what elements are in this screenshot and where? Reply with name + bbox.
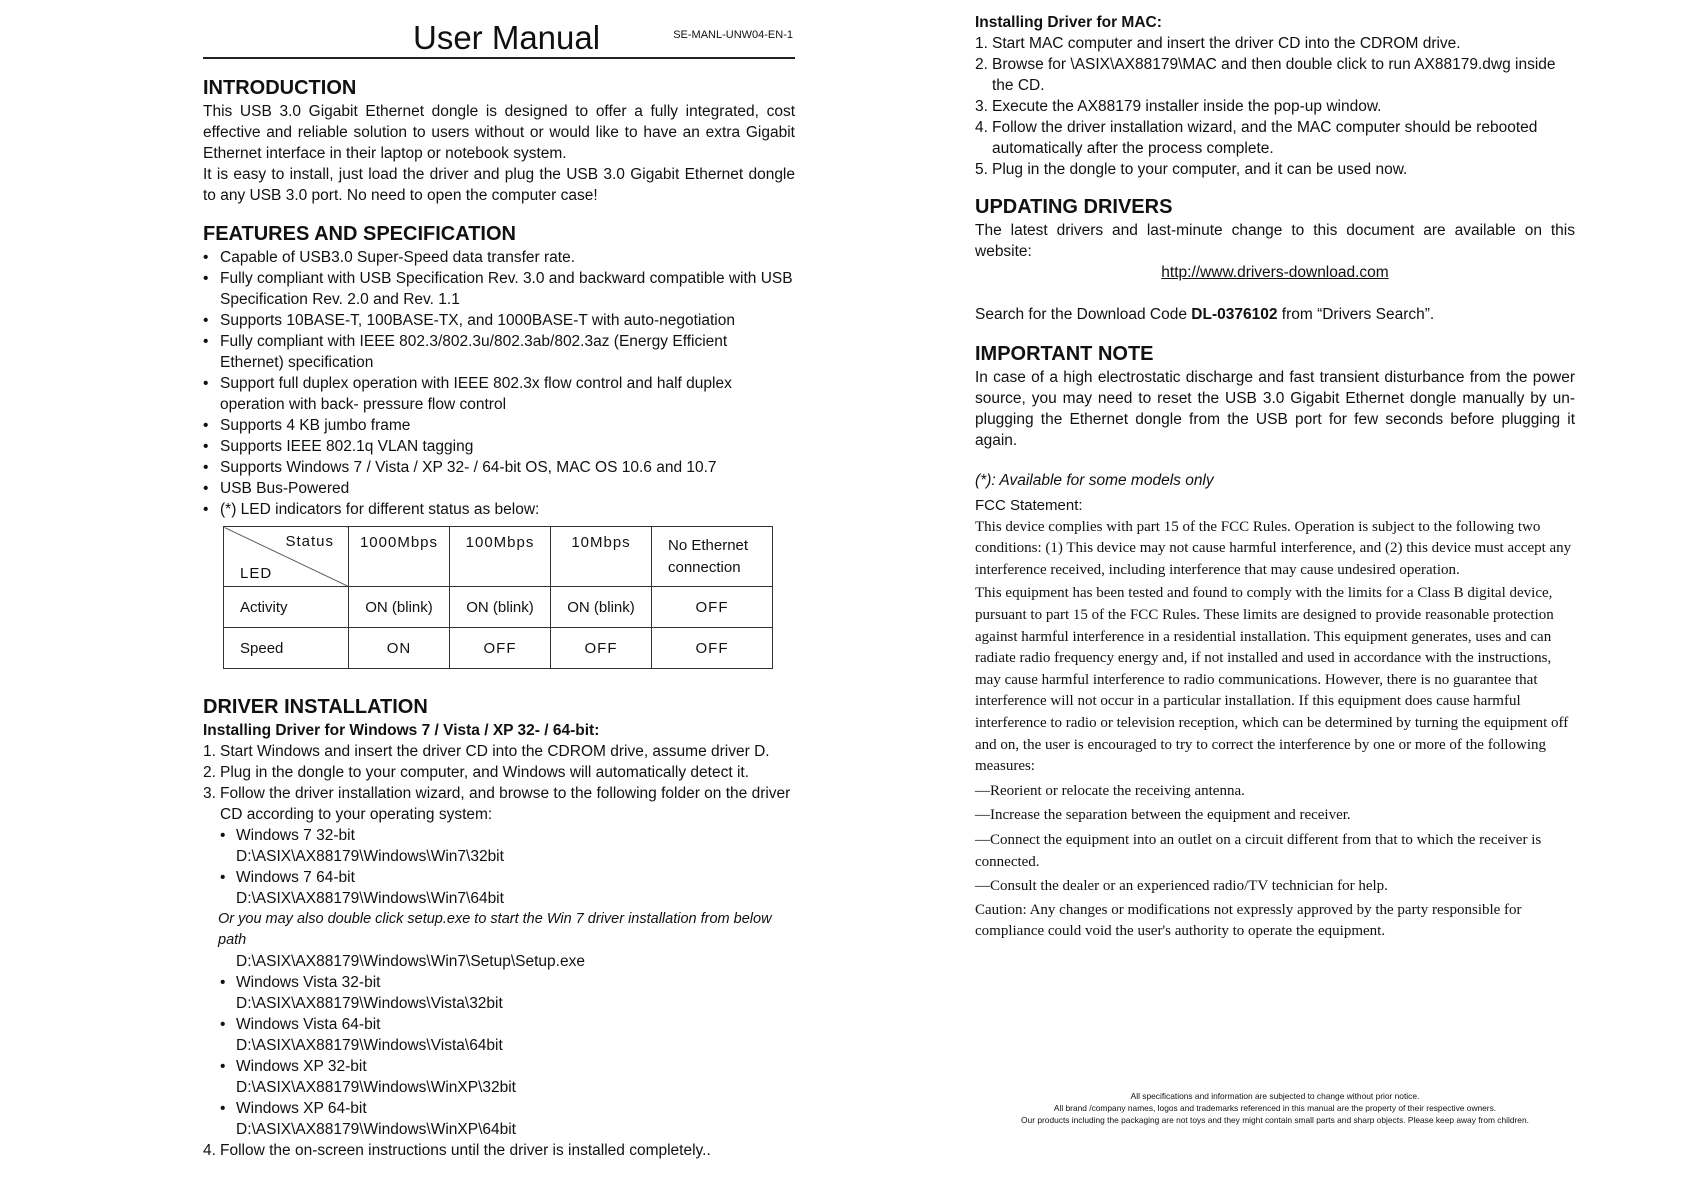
windows-install-subtitle: Installing Driver for Windows 7 / Vista / XP 32- / 64-bit:: [203, 722, 600, 739]
list-item: 4. Follow the on-screen instructions until the driver is installed completely..: [203, 1142, 711, 1159]
list-item: 3. Execute the AX88179 installer inside the pop-up window.: [975, 98, 1382, 115]
list-item: 2. Plug in the dongle to your computer, and Windows will automatically detect it.: [203, 764, 749, 781]
fcc-caution: Caution: Any changes or modifications not expressly approved by the party responsible for compliance could void the user's authority to operate the equipment.: [975, 901, 1522, 940]
important-note-text: In case of a high electrostatic discharge and fast transient disturbance from the power source, you may need to reset the USB 3.0 Gigabit Ethernet dongle manually by un-plugging the Ethernet dongle from the USB port for few seconds before plugging it again.: [975, 369, 1575, 449]
introduction-section: [203, 75, 795, 206]
features-title: FEATURES AND SPECIFICATION: [203, 223, 516, 245]
footer-line: All brand /company names, logos and trademarks referenced in this manual are the property of their respective owners.: [1053, 1103, 1497, 1113]
fcc-para1: This device complies with part 15 of the FCC Rules. Operation is subject to the following two conditions: (1) This device may not cause harmful interference, and (2) this device must accept any interference received, including interference that may cause undesired operation.: [975, 518, 1572, 578]
updating-drivers-title: UPDATING DRIVERS: [975, 196, 1173, 218]
list-item: • Fully compliant with USB Specification Rev. 3.0 and backward compatible with USB Specification Rev. 2.0 and Rev. 1.1: [203, 268, 795, 310]
list-item: • (*) LED indicators for different status as below:: [203, 499, 795, 520]
os-path-list-more: [203, 972, 795, 1140]
list-item: 2. Browse for \ASIX\AX88179\MAC and then double click to run AX88179.dwg inside the CD.: [975, 56, 1556, 94]
row-label: Activity: [224, 587, 349, 628]
mac-install-section: [975, 12, 1575, 180]
list-item: • Fully compliant with IEEE 802.3/802.3u/802.3ab/802.3az (Energy Efficient Ethernet) specification: [203, 331, 795, 373]
footer-line: All specifications and information are subjected to change without prior notice.: [1130, 1091, 1420, 1101]
table-cell: ON (blink): [450, 587, 551, 628]
table-cell: OFF: [652, 587, 773, 628]
list-item: • Supports IEEE 802.1q VLAN tagging: [203, 436, 795, 457]
important-note-title: IMPORTANT NOTE: [975, 343, 1154, 365]
list-item: • Windows 7 64-bit D:\ASIX\AX88179\Windows\Win7\64bit: [220, 867, 795, 909]
mac-steps: [975, 33, 1575, 180]
fcc-measure: —Increase the separation between the equipment and receiver.: [975, 807, 1351, 824]
list-item: 5. Plug in the dongle to your computer, and it can be used now.: [975, 161, 1408, 178]
fcc-measure: —Reorient or relocate the receiving antenna.: [975, 782, 1245, 799]
column-header: No Ethernet connection: [652, 527, 773, 587]
list-item: • Windows 7 32-bit D:\ASIX\AX88179\Windows\Win7\32bit: [220, 825, 795, 867]
list-item: • Supports 4 KB jumbo frame: [203, 415, 795, 436]
driver-path: D:\ASIX\AX88179\Windows\Win7\32bit: [236, 848, 504, 865]
table-corner-cell: [224, 527, 349, 587]
fcc-measure: —Connect the equipment into an outlet on a circuit different from that to which the receiver is connected.: [975, 831, 1542, 870]
driver-path: D:\ASIX\AX88179\Windows\WinXP\32bit: [236, 1079, 516, 1096]
updating-drivers-section: [975, 194, 1575, 325]
page-title: User Manual: [413, 19, 601, 56]
driver-path: D:\ASIX\AX88179\Windows\WinXP\64bit: [236, 1121, 516, 1138]
features-section: [203, 221, 795, 669]
important-note-section: [975, 341, 1575, 491]
column-header: 10Mbps: [551, 527, 652, 587]
driver-installation-title: DRIVER INSTALLATION: [203, 696, 428, 718]
driver-path: D:\ASIX\AX88179\Windows\Vista\64bit: [236, 1037, 503, 1054]
list-item: • Capable of USB3.0 Super-Speed data transfer rate.: [203, 247, 795, 268]
table-cell: ON (blink): [551, 587, 652, 628]
introduction-para2: It is easy to install, just load the driver and plug the USB 3.0 Gigabit Ethernet dongle to any USB 3.0 port. No need to open the computer case!: [203, 166, 795, 204]
fcc-measure: —Consult the dealer or an experienced radio/TV technician for help.: [975, 878, 1388, 895]
footer-line: Our products including the packaging are not toys and they might contain small parts and sharp objects. Please keep away from children.: [1021, 1115, 1529, 1125]
table-header-row: [224, 527, 773, 587]
list-item: • USB Bus-Powered: [203, 478, 795, 499]
list-item: 1. Start MAC computer and insert the driver CD into the CDROM drive.: [975, 35, 1461, 52]
table-row: [224, 587, 773, 628]
list-item: • Windows XP 64-bit D:\ASIX\AX88179\Windows\WinXP\64bit: [220, 1098, 795, 1140]
table-cell: ON (blink): [349, 587, 450, 628]
download-code: DL-0376102: [1191, 306, 1278, 323]
setup-path: D:\ASIX\AX88179\Windows\Win7\Setup\Setup.exe: [236, 953, 585, 970]
list-item: • Supports 10BASE-T, 100BASE-TX, and 1000BASE-T with auto-negotiation: [203, 310, 795, 331]
list-item: • Supports Windows 7 / Vista / XP 32- / 64-bit OS, MAC OS 10.6 and 10.7: [203, 457, 795, 478]
list-item: 4. Follow the driver installation wizard, and the MAC computer should be rebooted automatically after the process complete.: [975, 119, 1538, 157]
os-path-list: [203, 825, 795, 909]
table-cell: OFF: [551, 628, 652, 669]
row-label: Speed: [224, 628, 349, 669]
column-header: 1000Mbps: [349, 527, 450, 587]
column-header: 100Mbps: [450, 527, 551, 587]
corner-status-label: Status: [285, 533, 334, 550]
led-status-table: [223, 526, 773, 669]
manual-header: [203, 0, 795, 59]
list-item: • Support full duplex operation with IEEE 802.3x flow control and half duplex operation with back- pressure flow control: [203, 373, 795, 415]
list-item: • Windows XP 32-bit D:\ASIX\AX88179\Windows\WinXP\32bit: [220, 1056, 795, 1098]
table-cell: OFF: [450, 628, 551, 669]
corner-led-label: LED: [240, 565, 273, 582]
fcc-title: FCC Statement:: [975, 497, 1083, 514]
table-row: [224, 628, 773, 669]
features-list: [203, 247, 795, 520]
fcc-statement-section: [975, 495, 1575, 943]
mac-install-subtitle: Installing Driver for MAC:: [975, 14, 1162, 31]
list-item: 1. Start Windows and insert the driver CD into the CDROM drive, assume driver D.: [203, 743, 770, 760]
windows-steps-final: [203, 1140, 795, 1161]
table-cell: OFF: [652, 628, 773, 669]
left-column: [203, 0, 795, 1161]
models-note: (*): Available for some models only: [975, 472, 1214, 489]
driver-path: D:\ASIX\AX88179\Windows\Vista\32bit: [236, 995, 503, 1012]
legal-footer: [975, 1090, 1575, 1126]
windows-steps: [203, 741, 795, 825]
list-item: • Windows Vista 32-bit D:\ASIX\AX88179\Windows\Vista\32bit: [220, 972, 795, 1014]
table-cell: ON: [349, 628, 450, 669]
download-link[interactable]: http://www.drivers-download.com: [1161, 264, 1389, 281]
download-code-line: Search for the Download Code DL-0376102 from “Drivers Search”.: [975, 306, 1435, 323]
right-column: [975, 0, 1575, 943]
list-item: • Windows Vista 64-bit D:\ASIX\AX88179\Windows\Vista\64bit: [220, 1014, 795, 1056]
list-item: 3. Follow the driver installation wizard, and browse to the following folder on the driver CD according to your operating system:: [203, 785, 791, 823]
fcc-para2: This equipment has been tested and found to comply with the limits for a Class B digital device, pursuant to part 15 of the FCC Rules. These limits are designed to provide reasonable protection against harmful interference in a residential installation. This equipment generates, uses and can radiate radio frequency energy and, if not installed and used in accordance with the instructions, may cause harmful interference to radio communications. However, there is no guarantee that interference will not occur in a particular installation. If this equipment does cause harmful interference to radio or television reception, which can be determined by turning the equipment off and on, the user is encouraged to try to correct the interference by one or more of the following measures:: [975, 585, 1569, 775]
introduction-title: INTRODUCTION: [203, 77, 357, 99]
setup-note: Or you may also double click setup.exe to start the Win 7 driver installation from below path: [218, 911, 772, 948]
introduction-para1: This USB 3.0 Gigabit Ethernet dongle is designed to offer a fully integrated, cost effective and reliable solution to users without or would like to have an extra Gigabit Ethernet interface in their laptop or notebook system.: [203, 103, 795, 162]
document-code: SE-MANL-UNW04-EN-1: [673, 29, 793, 41]
driver-path: D:\ASIX\AX88179\Windows\Win7\64bit: [236, 890, 504, 907]
updating-drivers-text: The latest drivers and last-minute change to this document are available on this website:: [975, 222, 1575, 260]
driver-installation-section: [203, 694, 795, 1161]
